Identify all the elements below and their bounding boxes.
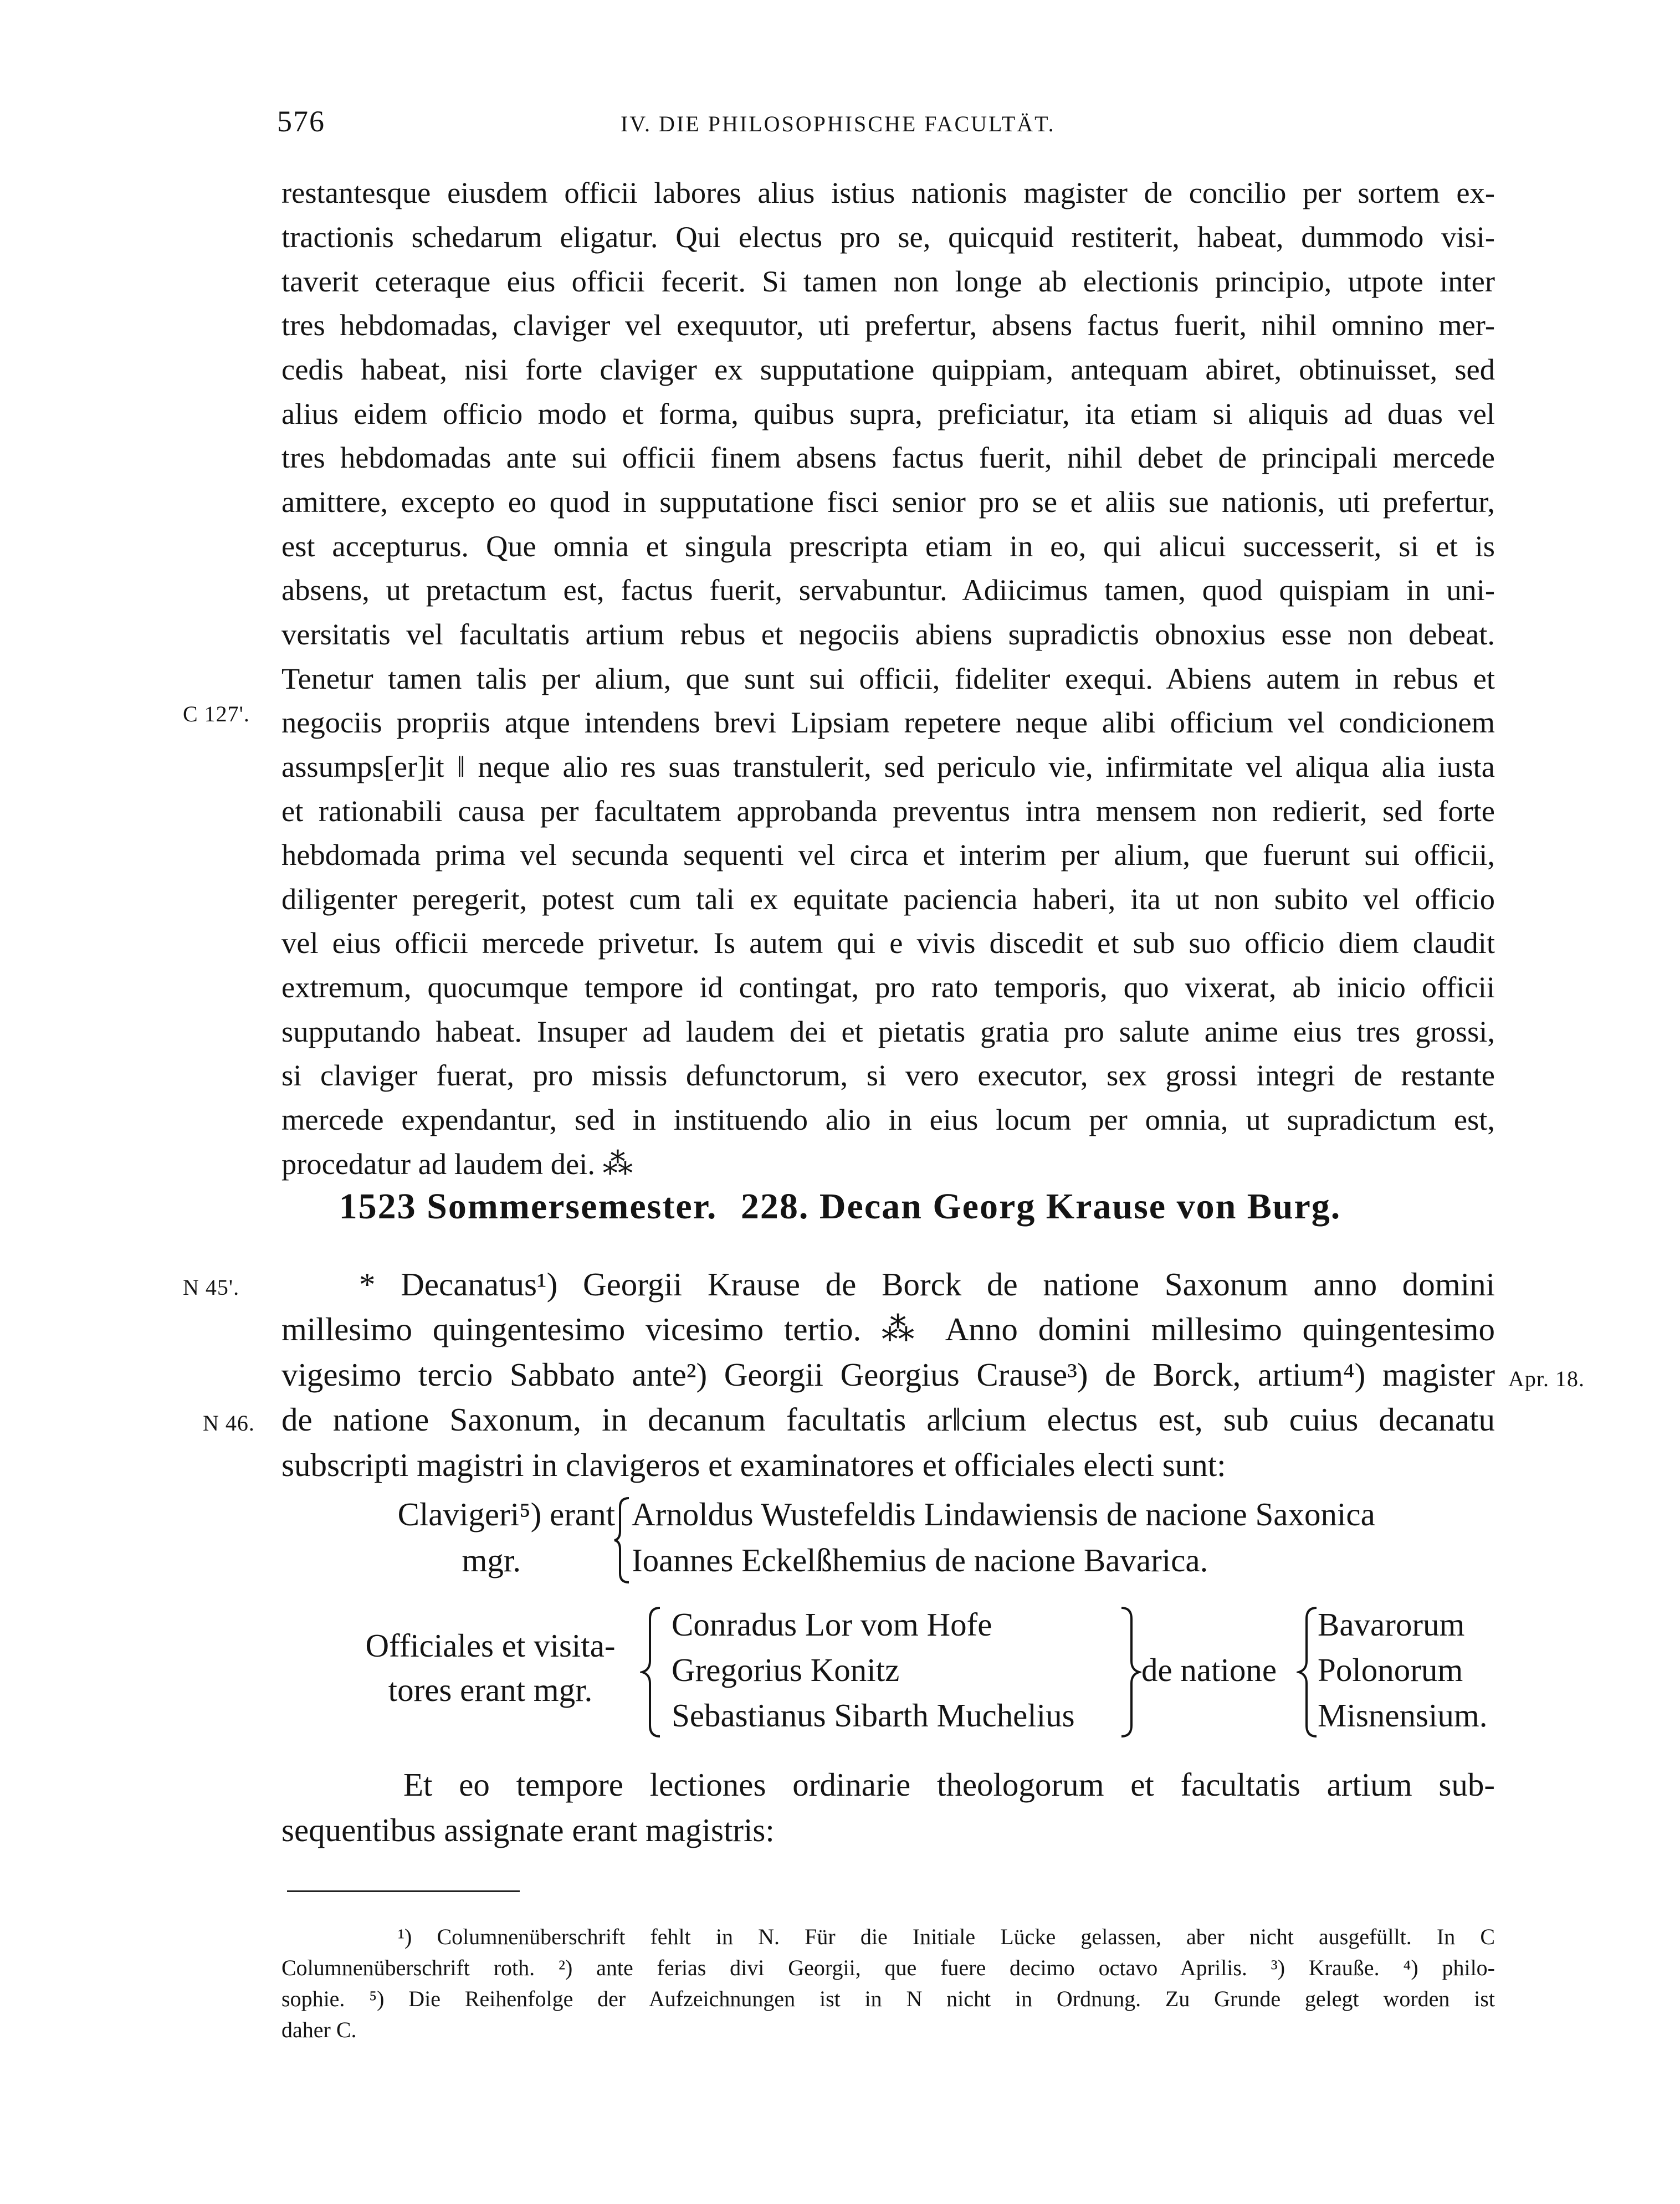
text-line: assumps[er]it ‖ neque alio res suas transtulerit, sed periculo vie, infirmitate vel aliqua alia iusta xyxy=(281,750,1495,783)
text-line: de natione Saxonum, in decanum facultatis ar‖cium electus est, sub cuius decanatu xyxy=(281,1401,1495,1438)
footnote-line: daher C. xyxy=(281,2017,357,2042)
officiales-nation: Polonorum xyxy=(1318,1652,1463,1688)
section-year: 1523 Sommersemester. xyxy=(339,1186,718,1227)
margin-note-n45: N 45'. xyxy=(183,1275,240,1300)
text-line: procedatur ad laudem dei. ⁂ xyxy=(281,1147,633,1181)
footnote-line: ¹) Columnenüberschrift fehlt in N. Für die Initiale Lücke gelassen, aber nicht ausgefüllt. In C xyxy=(398,1924,1495,1949)
text-line: alius eidem officio modo et forma, quibus supra, preficiatur, ita etiam si aliquis ad duas vel xyxy=(281,397,1495,430)
text-line: tres hebdomadas ante sui officii finem absens factus fuerit, nihil debet de principali mercede xyxy=(281,440,1495,474)
text-line: mercede expendantur, sed in instituendo alio in eius locum per omnia, ut supradictum est, xyxy=(281,1103,1495,1136)
margin-note-n46: N 46. xyxy=(203,1411,255,1436)
text-line: versitatis vel facultatis artium rebus et negociis abiens supradictis obnoxius esse non debeat. xyxy=(281,617,1495,651)
text-line: tres hebdomadas, claviger vel exequutor, uti prefertur, absens factus fuerit, nihil omnino mer- xyxy=(281,308,1495,342)
text-line: diligenter peregerit, potest cum tali ex equitate paciencia haberi, ita ut non subito vel officio xyxy=(281,882,1495,916)
running-title: IV. DIE PHILOSOPHISCHE FACULTÄT. xyxy=(621,111,1056,136)
text-line: tractionis schedarum eligatur. Qui electus pro se, quicquid restiterit, habeat, dummodo visi- xyxy=(281,220,1495,254)
officiales-nation: Misnensium. xyxy=(1318,1697,1488,1734)
text-line: si claviger fuerat, pro missis defunctorum, si vero executor, sex grossi integri de restante xyxy=(281,1058,1495,1092)
text-line: taverit ceteraque eius officii fecerit. Si tamen non longe ab electionis principio, utpote inter xyxy=(281,264,1495,298)
text-line: vigesimo tercio Sabbato ante²) Georgii Georgius Crause³) de Borck, artium⁴) magister xyxy=(281,1356,1495,1393)
text-line: est accepturus. Que omnia et singula prescripta etiam in eo, qui alicui successerit, si et is xyxy=(281,529,1495,563)
text-line: sequentibus assignate erant magistris: xyxy=(281,1812,775,1848)
page-number: 576 xyxy=(277,105,325,138)
text-line: absens, ut pretactum est, factus fuerit, servabuntur. Adiicimus tamen, quod quispiam in uni- xyxy=(281,573,1495,607)
officiales-connector: de natione xyxy=(1141,1652,1277,1688)
text-line: supputando habeat. Insuper ad laudem dei et pietatis gratia pro salute anime eius tres grossi, xyxy=(281,1014,1495,1048)
text-line: restantesque eiusdem officii labores alius istius nationis magister de concilio per sortem ex- xyxy=(281,176,1495,209)
text-line: hebdomada prima vel secunda sequenti vel circa et interim per alium, que fuerunt sui officii, xyxy=(281,838,1495,872)
officiales-name: Gregorius Konitz xyxy=(672,1652,900,1688)
brace-icon xyxy=(640,1606,662,1739)
officiales-nation: Bavarorum xyxy=(1318,1606,1465,1643)
brace-icon xyxy=(1119,1606,1141,1739)
margin-note-apr18: Apr. 18. xyxy=(1508,1366,1585,1391)
text-line: extremum, quocumque tempore id contingat, pro rato temporis, quo vixerat, ab inicio officii xyxy=(281,970,1495,1004)
clavigeri-name: Ioannes Eckelßhemius de nacione Bavarica. xyxy=(632,1542,1208,1578)
text-line: * Decanatus¹) Georgii Krause de Borck de natione Saxonum anno domini xyxy=(359,1266,1495,1303)
clavigeri-name: Arnoldus Wustefeldis Lindawiensis de nacione Saxonica xyxy=(632,1496,1375,1532)
officiales-label-mgr: tores erant mgr. xyxy=(388,1672,593,1708)
text-line: vel eius officii mercede privetur. Is autem qui e vivis discedit et sub suo officio diem claudit xyxy=(281,926,1495,960)
footnote-line: sophie. ⁵) Die Reihenfolge der Aufzeichnungen ist in N nicht in Ordnung. Zu Grunde gelegt worden ist xyxy=(281,1986,1495,2011)
section-title: 228. Decan Georg Krause von Burg. xyxy=(740,1186,1341,1227)
brace-icon xyxy=(1297,1606,1319,1739)
text-line: subscripti magistri in clavigeros et examinatores et officiales electi sunt: xyxy=(281,1447,1226,1483)
officiales-name: Conradus Lor vom Hofe xyxy=(672,1606,992,1643)
brace-icon xyxy=(612,1496,631,1585)
footnote-rule xyxy=(287,1890,520,1892)
clavigeri-label: Clavigeri⁵) erant xyxy=(397,1496,615,1532)
text-line: Et eo tempore lectiones ordinarie theologorum et facultatis artium sub- xyxy=(403,1766,1495,1803)
text-line: amittere, excepto eo quod in supputatione fisci senior pro se et aliis sue nationis, uti prefertur, xyxy=(281,485,1495,519)
text-line: cedis habeat, nisi forte claviger ex supputatione quippiam, antequam abiret, obtinuisset, sed xyxy=(281,352,1495,386)
margin-note-c127: C 127'. xyxy=(183,701,250,726)
text-line: Tenetur tamen talis per alium, que sunt sui officii, fideliter exequi. Abiens autem in rebus et xyxy=(281,662,1495,695)
clavigeri-label-mgr: mgr. xyxy=(462,1542,521,1578)
officiales-name: Sebastianus Sibarth Muchelius xyxy=(672,1697,1075,1734)
footnote-line: Columnenüberschrift roth. ²) ante ferias divi Georgii, que fuere decimo octavo Aprilis. ³) Krauße. ⁴) philo- xyxy=(281,1955,1495,1980)
text-line: millesimo quingentesimo vicesimo tertio. ⁂ Anno domini millesimo quingentesimo xyxy=(281,1311,1495,1347)
text-line: negociis propriis atque intendens brevi Lipsiam repetere neque alibi officium vel condicionem xyxy=(281,705,1495,739)
section-heading xyxy=(0,1186,1680,1228)
text-line: et rationabili causa per facultatem approbanda preventus intra mensem non redierit, sed forte xyxy=(281,794,1495,828)
officiales-label: Officiales et visita- xyxy=(365,1627,616,1664)
